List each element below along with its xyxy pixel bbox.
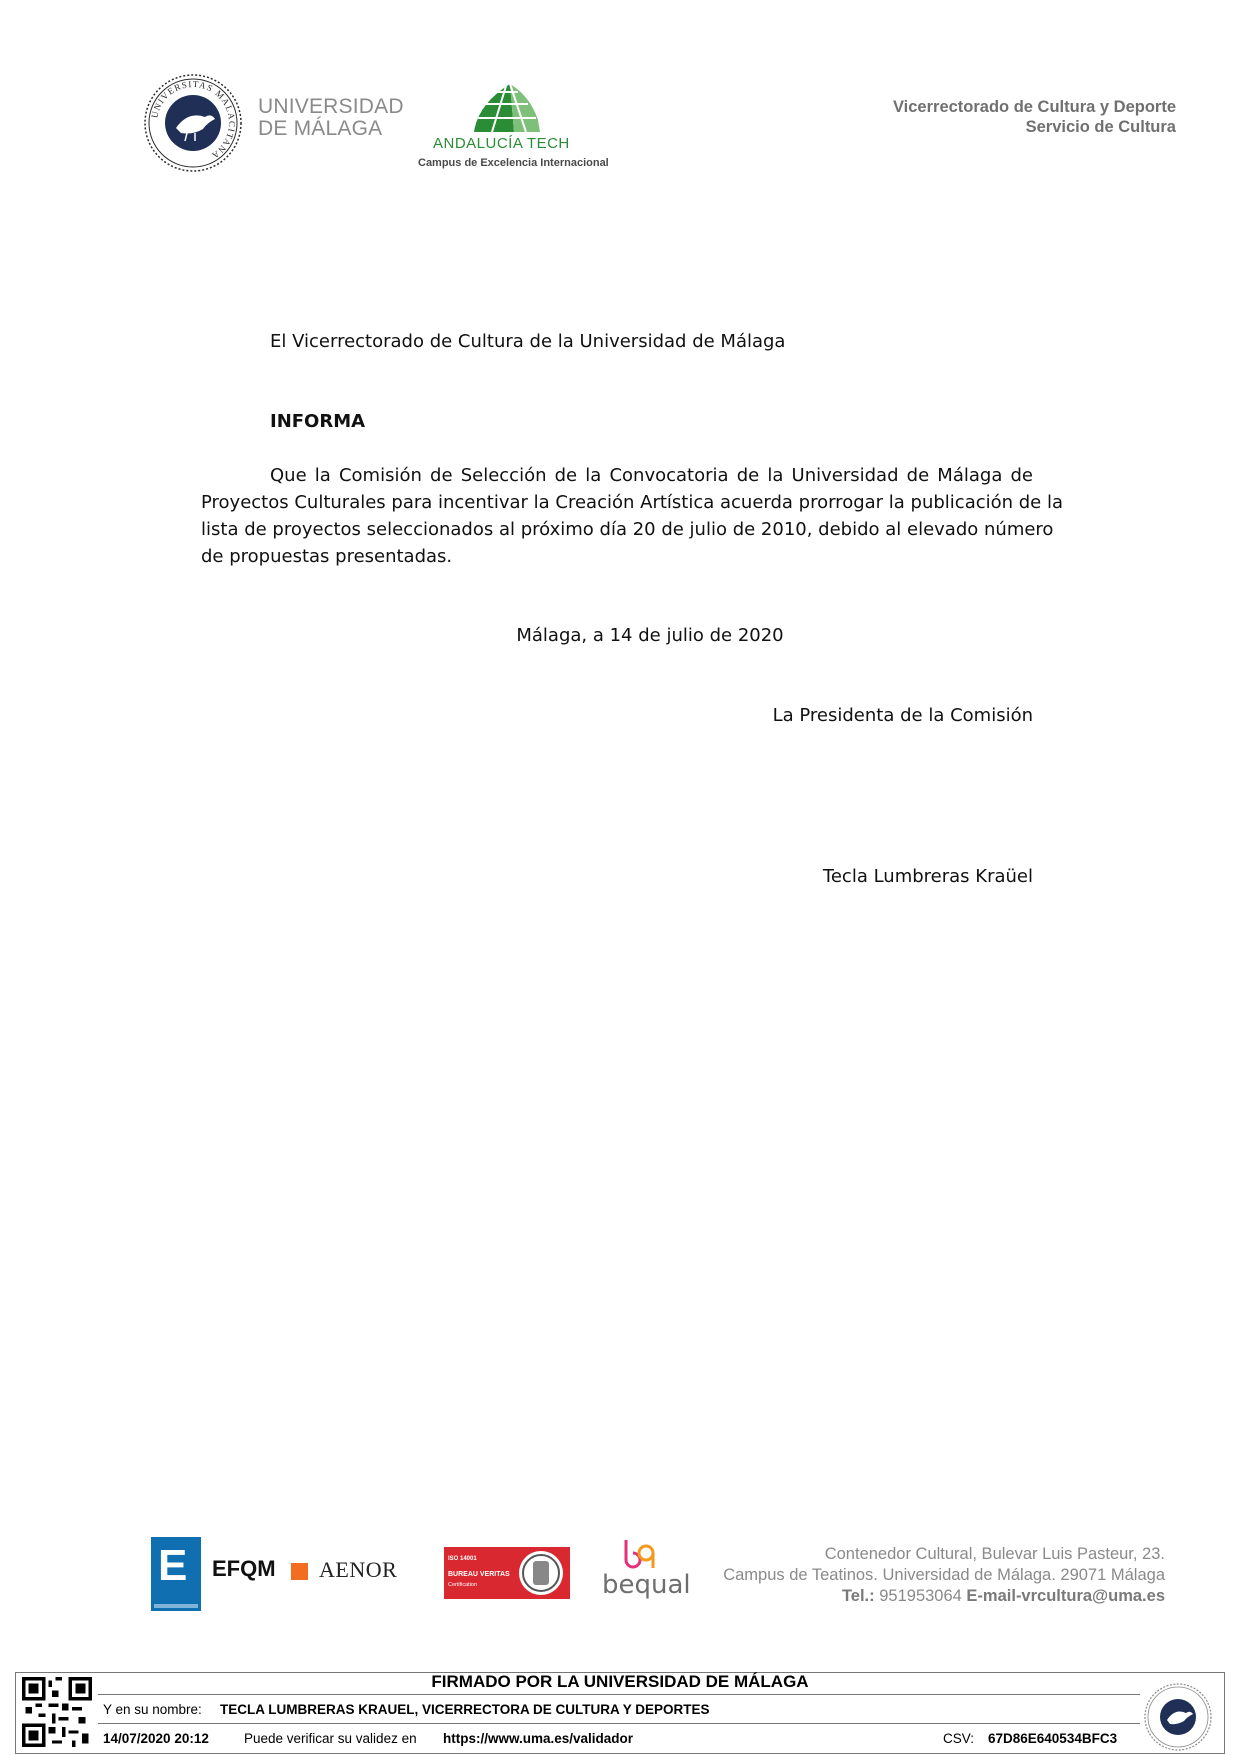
email-address[interactable]: E-mail-vrcultura@uma.es — [966, 1587, 1165, 1605]
efqm-square-icon — [291, 1563, 308, 1580]
bv-cert-label: Certification — [448, 1582, 478, 1588]
signature-divider-2 — [98, 1723, 1140, 1724]
bureau-veritas-seal-icon — [517, 1549, 565, 1597]
address-line1: Contenedor Cultural, Bulevar Luis Pasteur, 23. — [824, 1545, 1165, 1563]
bv-name-label: BUREAU VERITAS — [448, 1571, 510, 1578]
seal-motto: UNIVERSITAS MALACITANA — [149, 78, 238, 162]
university-seal-logo — [143, 73, 243, 173]
letter-paragraph — [201, 462, 1064, 570]
aenor-label: AENOR — [319, 1557, 398, 1582]
signer-name: Tecla Lumbreras Kraüel — [822, 866, 1033, 887]
university-seal-small-icon — [1143, 1682, 1213, 1752]
verify-url-link[interactable]: https://www.uma.es/validador — [443, 1731, 634, 1746]
signature-divider-1 — [98, 1694, 1140, 1695]
department-name: Vicerrectorado de Cultura y Deporte — [892, 98, 1176, 116]
bequal-logo-icon — [620, 1538, 658, 1572]
address-contact — [842, 1587, 1165, 1606]
efqm-excellence-logo — [151, 1537, 201, 1611]
paragraph-line-2: Proyectos Culturales para incentivar la Creación Artística acuerda prorrogar la publicación de la — [201, 492, 1064, 513]
efqm-letter: E — [158, 1541, 188, 1590]
university-name-line2: DE MÁLAGA — [258, 117, 383, 140]
address-line2: Campus de Teatinos. Universidad de Málaga. 29071 Málaga — [723, 1566, 1165, 1584]
on-behalf-value: TECLA LUMBRERAS KRAUEL, VICERRECTORA DE CULTURA Y DEPORTES — [220, 1702, 710, 1717]
service-name: Servicio de Cultura — [1025, 118, 1176, 136]
signer-role: La Presidenta de la Comisión — [772, 705, 1033, 726]
andalucia-tech-logo-icon — [470, 80, 542, 136]
bv-iso-label: ISO 14001 — [448, 1556, 477, 1562]
csv-label: CSV: — [943, 1731, 975, 1746]
on-behalf-label: Y en su nombre: — [103, 1702, 202, 1717]
bureau-veritas-logo — [444, 1547, 570, 1599]
paragraph-line-3: lista de proyectos seleccionados al próximo día 20 de julio de 2010, debido al elevado número — [201, 519, 1054, 540]
signature-title: FIRMADO POR LA UNIVERSIDAD DE MÁLAGA — [431, 1672, 809, 1691]
tel-label: Tel.: — [841, 1587, 875, 1605]
verify-label: Puede verificar su validez en — [244, 1731, 417, 1746]
paragraph-line-1: Que la Comisión de Selección de la Convocatoria de la Universidad de Málaga de — [270, 465, 1033, 486]
bequal-label: bequal — [602, 1570, 691, 1600]
andalucia-tech-subtitle: Campus de Excelencia Internacional — [418, 157, 609, 169]
letter-verb-informa: INFORMA — [270, 411, 366, 432]
andalucia-tech-name: ANDALUCÍA TECH — [433, 135, 570, 152]
signature-datetime: 14/07/2020 20:12 — [103, 1731, 209, 1746]
efqm-label: EFQM — [212, 1556, 276, 1581]
paragraph-line-4: de propuestas presentadas. — [201, 546, 453, 567]
letter-opening: El Vicerrectorado de Cultura de la Universidad de Málaga — [270, 331, 786, 352]
university-name-line1: UNIVERSIDAD — [258, 95, 404, 118]
csv-value: 67D86E640534BFC3 — [988, 1731, 1118, 1746]
place-and-date: Málaga, a 14 de julio de 2020 — [516, 625, 784, 646]
tel-number: 951953064 — [879, 1587, 962, 1605]
